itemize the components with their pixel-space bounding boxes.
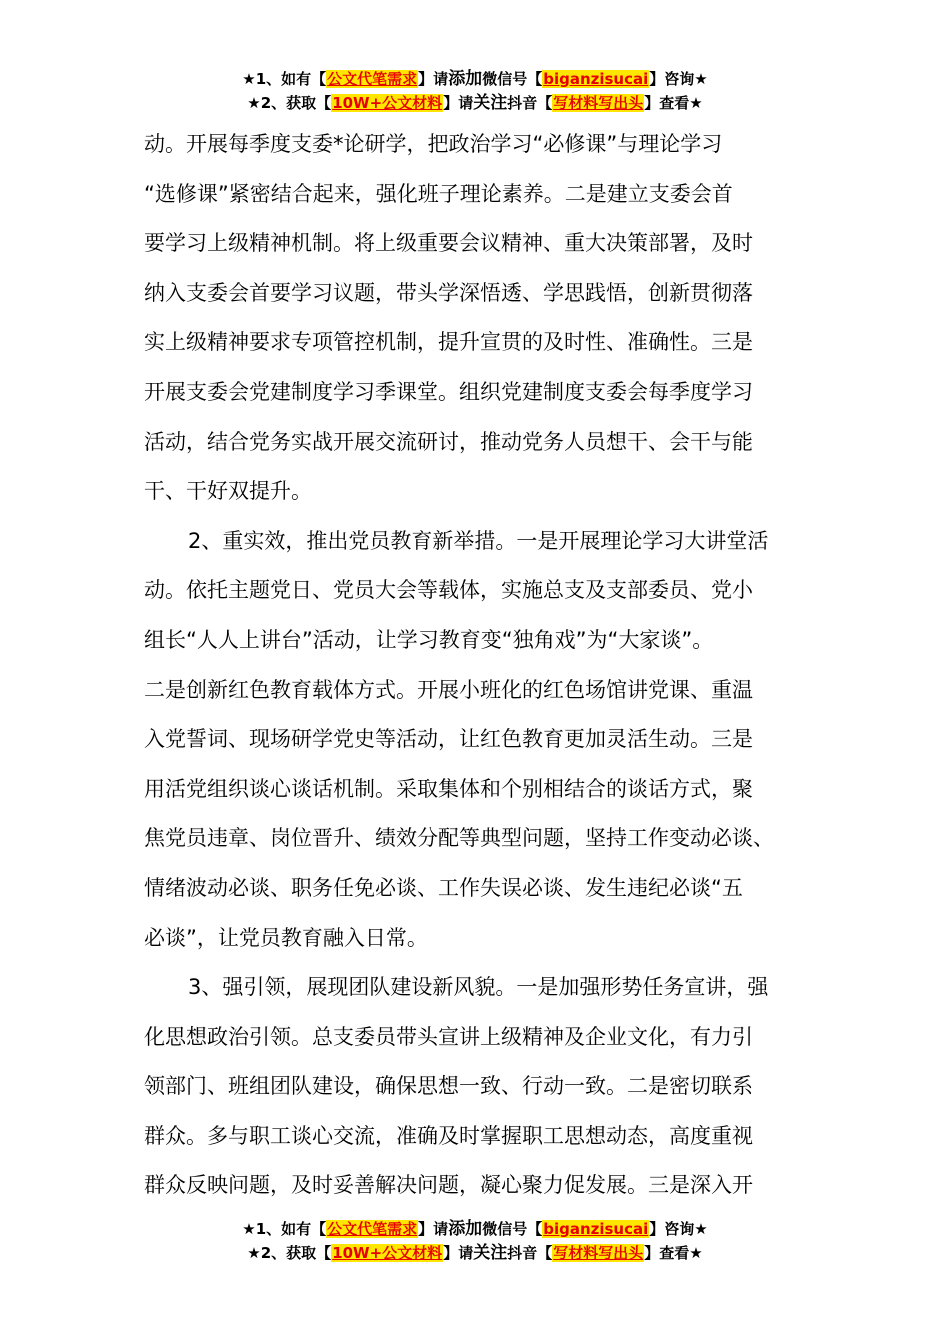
text-line: 开展支委会党建制度学习季课堂。组织党建制度支委会每季度学习 — [144, 379, 753, 404]
text-line: 组长“人人上讲台”活动，让学习教育变“独角戏”为“大家谈”。 — [144, 627, 714, 652]
banner-text: 】咨询★ — [649, 1220, 708, 1238]
banner-highlight: biganzisucai — [543, 70, 649, 88]
banner-text: 抖音【 — [507, 1244, 553, 1262]
header-banner — [0, 68, 950, 116]
text-line: 情绪波动必谈、职务任免必谈、工作失误必谈、发生违纪必谈“五 — [144, 875, 743, 900]
text-line: 群众。多与职工谈心交流，准确及时掌握职工思想动态，高度重视 — [144, 1123, 753, 1148]
banner-emphasis: 添加 — [448, 69, 483, 89]
footer-banner — [0, 1218, 950, 1266]
text-line: 动。开展每季度支委*论研学，把政治学习“必修课”与理论学习 — [144, 132, 723, 156]
text-line: 必谈”，让党员教育融入日常。 — [144, 925, 428, 950]
banner-text: 】请 — [418, 1220, 449, 1238]
banner-highlight: 写材料写出头 — [553, 94, 644, 112]
banner-text: 】请 — [418, 70, 449, 88]
banner-text: ★2、获取【 — [247, 94, 332, 112]
banner-highlight: biganzisucai — [543, 1220, 649, 1238]
text-line: 3、强引领，展现团队建设新风貌。一是加强形势任务宣讲，强 — [188, 975, 769, 1000]
text-line: 群众反映问题，及时妥善解决问题，凝心聚力促发展。三是深入开 — [144, 1173, 753, 1198]
banner-text: ★1、如有【 — [242, 1220, 327, 1238]
paragraph — [144, 517, 824, 963]
banner-text: ★2、获取【 — [247, 1244, 332, 1262]
banner-text: 】查看★ — [644, 1244, 703, 1262]
banner-text: 】查看★ — [644, 94, 703, 112]
text-line: 用活党组织谈心谈话机制。采取集体和个别相结合的谈话方式，聚 — [144, 776, 753, 801]
banner-emphasis: 添加 — [448, 1219, 483, 1239]
text-line: 化思想政治引领。总支委员带头宣讲上级精神及企业文化，有力引 — [144, 1024, 753, 1049]
paragraph — [144, 963, 824, 1211]
banner-text: ★1、如有【 — [242, 70, 327, 88]
text-line: 二是创新红色教育载体方式。开展小班化的红色场馆讲党课、重温 — [144, 677, 753, 702]
banner-text: 】请 — [443, 1244, 474, 1262]
banner-text: 】请 — [443, 94, 474, 112]
text-line: 领部门、班组团队建设，确保思想一致、行动一致。二是密切联系 — [144, 1074, 753, 1099]
text-line: 实上级精神要求专项管控机制，提升宣贯的及时性、准确性。三是 — [144, 330, 753, 355]
banner-line-2 — [0, 92, 950, 116]
banner-highlight: 公文代笔需求 — [327, 1220, 418, 1238]
banner-text: 】咨询★ — [649, 70, 708, 88]
banner-highlight: 公文代笔需求 — [327, 70, 418, 88]
document-body — [144, 120, 824, 1211]
text-line: “选修课”紧密结合起来，强化班子理论素养。二是建立支委会首 — [144, 181, 733, 206]
banner-highlight: 10W+公文材料 — [332, 94, 443, 112]
banner-text: 微信号【 — [482, 70, 543, 88]
text-line: 活动，结合党务实战开展交流研讨，推动党务人员想干、会干与能 — [144, 429, 753, 454]
banner-emphasis: 关注 — [473, 1243, 508, 1263]
banner-line-1 — [0, 1218, 950, 1242]
banner-text: 抖音【 — [507, 94, 553, 112]
banner-highlight: 10W+公文材料 — [332, 1244, 443, 1262]
banner-line-2 — [0, 1242, 950, 1266]
text-line: 要学习上级精神机制。将上级重要会议精神、重大决策部署，及时 — [144, 231, 753, 256]
banner-text: 微信号【 — [482, 1220, 543, 1238]
banner-emphasis: 关注 — [473, 93, 508, 113]
text-line: 动。依托主题党日、党员大会等载体，实施总支及支部委员、党小 — [144, 578, 753, 603]
text-line: 2、重实效，推出党员教育新举措。一是开展理论学习大讲堂活 — [188, 528, 769, 553]
text-line: 焦党员违章、岗位晋升、绩效分配等典型问题，坚持工作变动必谈、 — [144, 826, 774, 851]
paragraph — [144, 120, 824, 517]
banner-highlight: 写材料写出头 — [553, 1244, 644, 1262]
text-line: 干、干好双提升。 — [144, 479, 312, 504]
text-line: 纳入支委会首要学习议题，带头学深悟透、学思践悟，创新贯彻落 — [144, 280, 753, 305]
text-line: 入党誓词、现场研学党史等活动，让红色教育更加灵活生动。三是 — [144, 727, 753, 752]
banner-line-1 — [0, 68, 950, 92]
